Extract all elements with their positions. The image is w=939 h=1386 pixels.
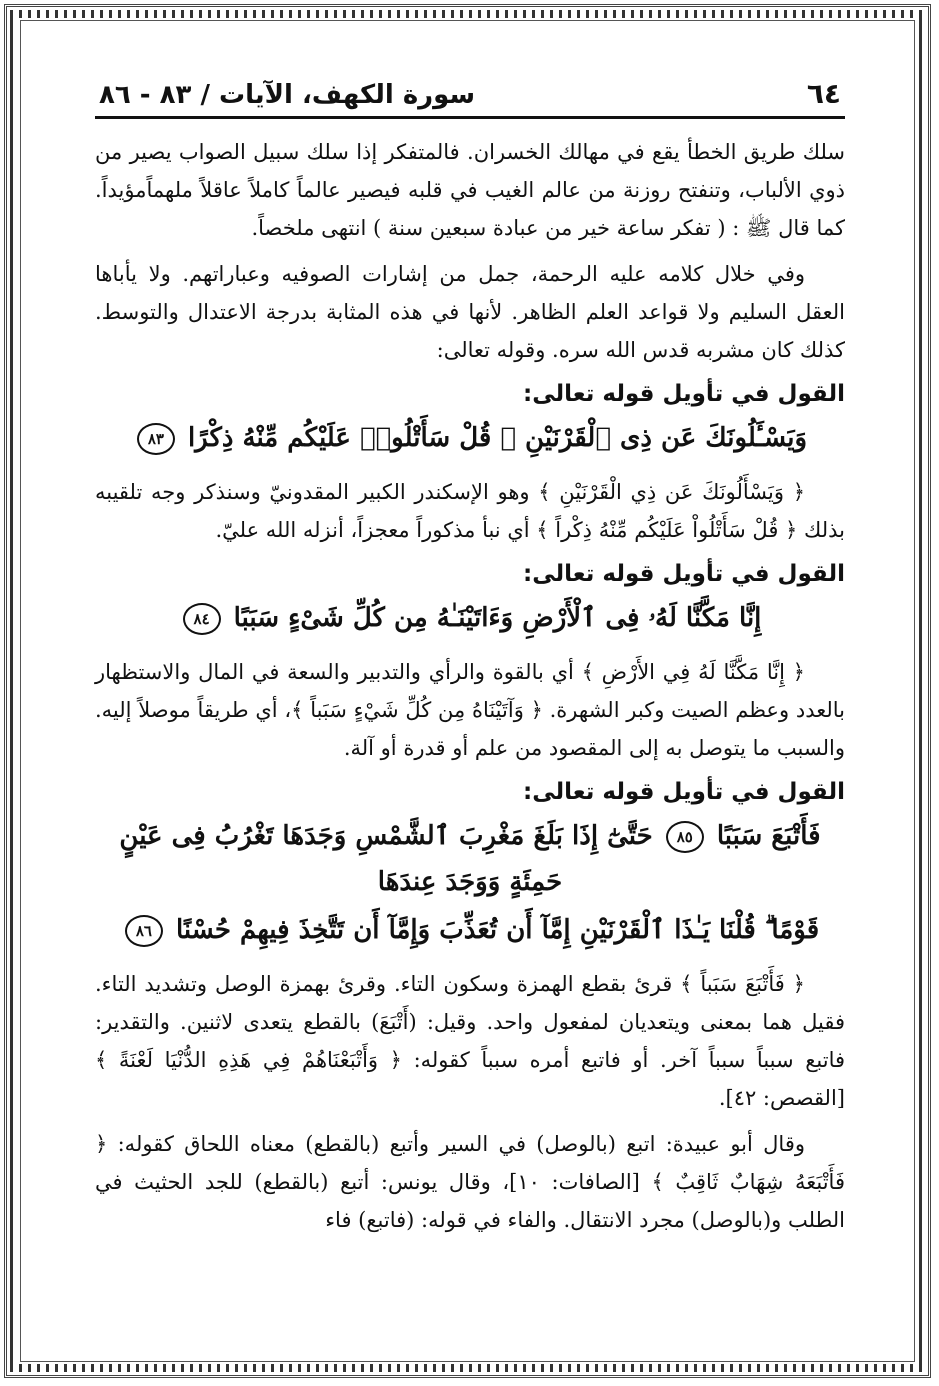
- verse-text: قَوْمًا ۗ قُلْنَا يَـٰذَا ٱلْقَرْنَيْنِ إِمَّآ أَن تُعَذِّبَ وَإِمَّآ أَن تَتَّخِذَ فِيهِمْ حُسْنًا: [175, 915, 820, 945]
- ayah-number-marker: ٨٤: [183, 603, 221, 635]
- ayah-number-marker: ٨٦: [125, 915, 163, 947]
- section-heading: القول في تأويل قوله تعالى:: [523, 561, 845, 587]
- ayah-number-marker: ٨٣: [137, 423, 175, 455]
- page-number: ٦٤: [806, 77, 841, 110]
- ayah-number-marker: ٨٥: [666, 821, 704, 853]
- page-body: [95, 133, 845, 1239]
- paragraph: سلك طريق الخطأ يقع في مهالك الخسران. فالمتفكر إذا سلك سبيل الصواب يصير من ذوي الألباب، وتنفتح روزنة من عالم الغيب في قلبه فيصير عالماً كاملاً عاقلاً ملهماًمؤيداً. كما قال ﷺ : ( تفكر ساعة خير من عبادة سبعين سنة ) انتهى ملخصاً.: [95, 140, 845, 240]
- verse-text: فَأَتْبَعَ سَبَبًا: [716, 821, 821, 851]
- commentary-paragraph: ﴿ وَيَسْأَلُونَكَ عَن ذِي الْقَرْنَيْنِ ﴾ وهو الإسكندر الكبير المقدونيّ وسنذكر وجه تلقيبه بذلك ﴿ قُلْ سَأَتْلُواْ عَلَيْكُم مِّنْهُ ذِكْراً ﴾ أي نبأ مذكوراً معجزاً، أنزله الله عليّ.: [95, 480, 845, 542]
- verse-text: وَيَسْـَٔلُونَكَ عَن ذِى ٱلْقَرْنَيْنِ ۖ قُلْ سَأَتْلُوا۟ عَلَيْكُم مِّنْهُ ذِكْرًا: [187, 423, 808, 453]
- paragraph: وفي خلال كلامه عليه الرحمة، جمل من إشارات الصوفيه وعباراتهم. ولا يأباها العقل السليم ولا قواعد العلم الظاهر. لأنها في هذه المثابة بدرجة الاعتدال والتوسط. كذلك كان مشربه قدس الله سره. وقوله تعالى:: [95, 262, 845, 362]
- running-title: سورة الكهف، الآيات / ٨٣ - ٨٦: [99, 80, 476, 110]
- quran-verse: [95, 415, 845, 461]
- quran-verse: [95, 907, 845, 953]
- page-header: [95, 70, 845, 119]
- commentary-paragraph: ﴿ فَأَتْبَعَ سَبَباً ﴾ قرئ بقطع الهمزة وسكون التاء. وقرئ بهمزة الوصل وتشديد التاء. فقيل هما بمعنى ويتعديان لمفعول واحد. وقيل: (أَتْبَعَ) بالقطع يتعدى لاثنين. والتقدير: فاتبع سبباً سبباً آخر. أو فاتبع أمره سبباً كقوله: ﴿ وَأَتْبَعْنَاهُمْ فِي هَذِهِ الدُّنْيَا لَعْنَةً ﴾ [القصص: ٤٢].: [95, 972, 845, 1110]
- book-page: [95, 70, 845, 1247]
- verse-text: إِنَّا مَكَّنَّا لَهُۥ فِى ٱلْأَرْضِ وَءَاتَيْنَـٰهُ مِن كُلِّ شَىْءٍ سَبَبًا: [233, 603, 762, 633]
- verse-text: حَتَّىٰٓ إِذَا بَلَغَ مَغْرِبَ ٱلشَّمْسِ وَجَدَهَا تَغْرُبُ فِى عَيْنٍ حَمِئَةٍ وَوَجَدَ عِندَهَا: [119, 821, 653, 897]
- section-heading: القول في تأويل قوله تعالى:: [523, 381, 845, 407]
- quran-verse: [95, 813, 845, 905]
- section-heading: القول في تأويل قوله تعالى:: [523, 779, 845, 805]
- commentary-paragraph: وقال أبو عبيدة: اتبع (بالوصل) في السير وأتبع (بالقطع) معناه اللحاق كقوله: ﴿ فَأَتْبَعَهُ شِهَابٌ ثَاقِبٌ ﴾ [الصافات: ١٠]، وقال يونس: أتبع (بالقطع) للجد الحثيث في الطلب و(بالوصل) مجرد الانتقال. والفاء في قوله: (فاتبع) فاء: [95, 1132, 845, 1232]
- quran-verse: [95, 595, 845, 641]
- commentary-paragraph: ﴿ إِنَّا مَكَّنَّا لَهُ فِي الأَرْضِ ﴾ أي بالقوة والرأي والتدبير والسعة في المال والاستظهار بالعدد وعظم الصيت وكبر الشهرة. ﴿ وَآتَيْنَاهُ مِن كُلِّ شَيْءٍ سَبَباً ﴾، أي طريقاً موصلاً إليه. والسبب ما يتوصل به إلى المقصود من علم أو قدرة أو آلة.: [95, 660, 845, 760]
